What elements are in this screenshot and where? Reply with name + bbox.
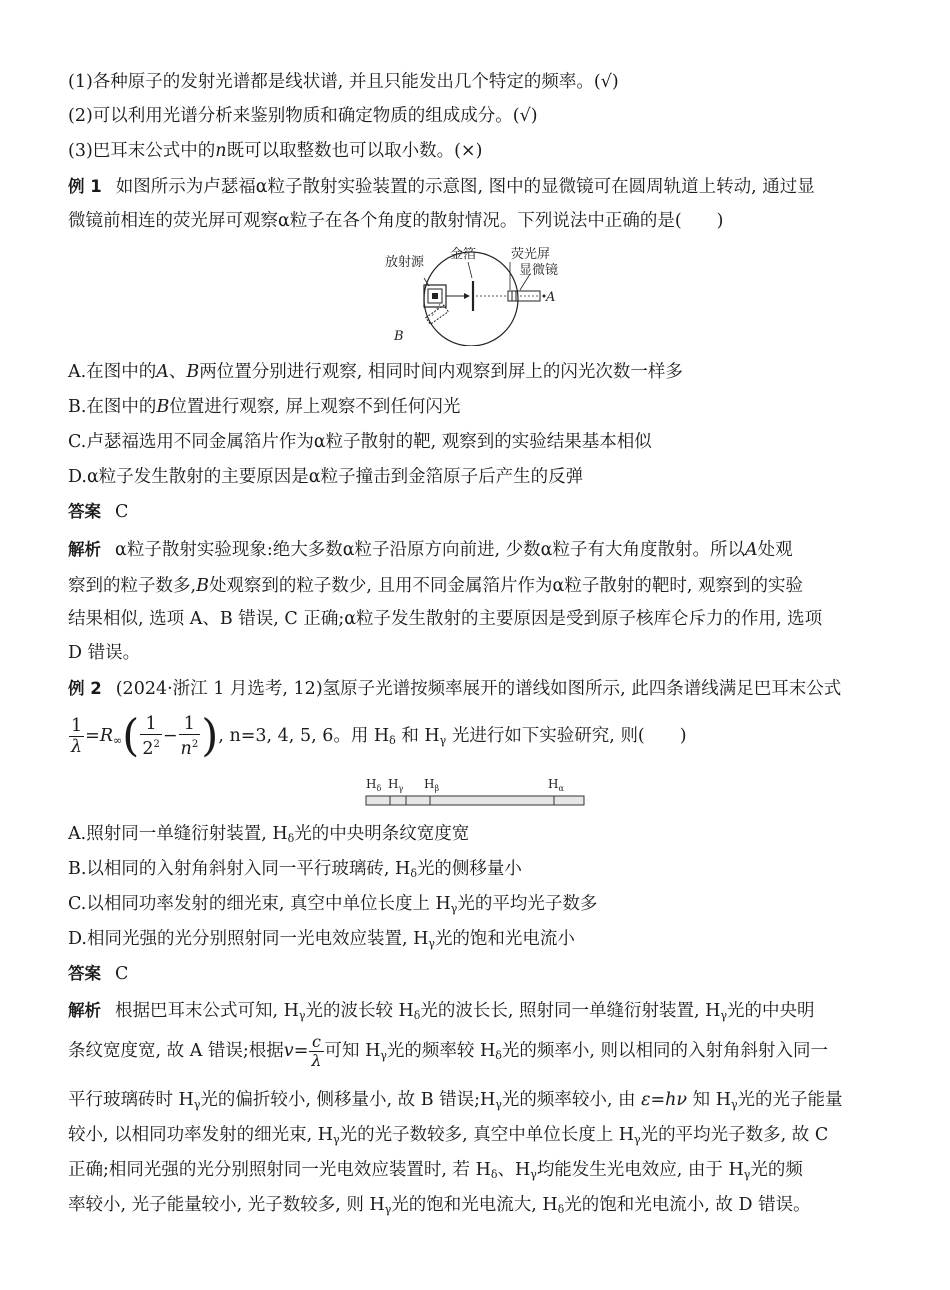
text-segment: 光的饱和光电流小	[434, 929, 575, 949]
text-segment: B	[196, 576, 209, 596]
text-segment: γ	[634, 1133, 641, 1146]
text-segment: 处观	[757, 540, 793, 560]
example2-option-a	[68, 822, 883, 851]
text-segment: γ	[495, 1098, 502, 1111]
text-segment: =	[85, 726, 100, 746]
item-3-text-a: (3)巴耳末公式中的	[68, 141, 216, 161]
text-segment: 察到的粒子数多,	[68, 576, 197, 596]
text-segment: 1	[71, 716, 83, 736]
text-segment: 位置进行观察, 屏上观察不到任何闪光	[169, 397, 461, 417]
text-segment: B	[156, 397, 170, 417]
example1-analysis-1	[68, 538, 883, 562]
text-segment: α粒子散射实验现象:绝大多数α粒子沿原方向前进, 少数α粒子有大角度散射。所以	[115, 540, 745, 560]
rutherford-apparatus-figure	[380, 246, 580, 346]
example1-option-d: D.α粒子发生散射的主要原因是α粒子撞击到金箔原子后产生的反弹	[68, 467, 584, 487]
text-segment: 正确;相同光强的光分别照射同一光电效应装置时, 若 H	[68, 1160, 491, 1180]
text-segment: 光的侧移量小	[416, 859, 522, 879]
text-segment: D.相同光强的光分别照射同一光电效应装置, H	[68, 929, 429, 949]
text-segment: 光的中央明	[727, 1001, 815, 1021]
text-segment: 光的波长长, 照射同一单缝衍射装置, H	[420, 1001, 721, 1021]
text-segment: B.以相同的入射角斜射入同一平行玻璃砖, H	[68, 859, 411, 879]
example2-stem-1	[68, 677, 883, 701]
example1-answer	[68, 500, 883, 524]
item-3-n: n	[215, 141, 227, 161]
text-segment: γ	[730, 1098, 738, 1111]
example2-option-c	[68, 892, 883, 921]
text-segment: , n=3, 4, 5, 6。用 H	[218, 726, 390, 746]
label-h-delta	[366, 777, 381, 793]
text-segment: γ	[450, 902, 458, 915]
text-segment: δ	[376, 784, 382, 793]
answer-value: C	[115, 502, 129, 522]
text-segment: 处观察到的粒子数少, 且用不同金属箔片作为α粒子散射的靶时, 观察到的实验	[208, 576, 804, 596]
text-segment: =	[293, 1041, 309, 1061]
text-segment: 2	[142, 738, 154, 759]
text-segment: 1	[140, 714, 162, 735]
example1-option-c: C.卢瑟福选用不同金属箔片作为α粒子散射的靶, 观察到的实验结果基本相似	[68, 432, 652, 452]
label-microscope: 显微镜	[519, 263, 559, 278]
text-segment: γ	[298, 1009, 306, 1022]
answer-label: 答案	[68, 502, 101, 521]
text-segment: 两位置分别进行观察, 相同时间内观察到屏上的闪光次数一样多	[199, 362, 683, 382]
text-segment: γ	[384, 1203, 392, 1216]
example1-stem-text-1: 如图所示为卢瑟福α粒子散射实验装置的示意图, 图中的显微镜可在圆周轨道上转动, 通过显	[115, 177, 815, 197]
text-segment: δ	[490, 1168, 498, 1181]
text-segment: α	[558, 784, 564, 793]
example2-analysis-1	[68, 999, 883, 1028]
example1-label: 例 1	[68, 177, 102, 196]
example2-analysis-3	[68, 1088, 883, 1117]
text-segment: ε=hν	[641, 1090, 688, 1110]
balmer-formula: $\frac{1}{\lambda}$ $=R_\infty$( $\frac{1}{2^2}$ − $\frac{1}{n^2}$ ), n=3, 4, 5, 6。用 $H_\delta$ 和 $H_\gamma$ 光进行如下实验研究, 则( )	[71, 710, 687, 762]
text-segment: H	[366, 777, 377, 791]
text-segment: γ	[398, 784, 404, 793]
text-segment: 光的饱和光电流小, 故 D 错误。	[564, 1195, 811, 1215]
example2-analysis-5	[68, 1158, 883, 1187]
text-segment: γ	[193, 1098, 201, 1111]
item-1: (1)各种原子的发射光谱都是线状谱, 并且只能发出几个特定的频率。(√)	[68, 72, 619, 92]
label-foil: 金箔	[450, 247, 477, 262]
text-segment: β	[434, 784, 440, 793]
text-segment: ∞	[113, 734, 123, 747]
text-segment: 光的偏折较小, 侧移量小, 故 B 错误;H	[200, 1090, 496, 1110]
text-segment: 光的光子能量	[737, 1090, 843, 1110]
analysis-label: 解析	[68, 1001, 101, 1020]
text-segment: γ	[439, 734, 447, 747]
text-segment: (2024·浙江 1 月选考, 12)氢原子光谱按频率展开的谱线如图所示, 此四条谱线满足巴耳末公式	[115, 679, 842, 699]
text-segment: 、	[168, 362, 187, 382]
example2-analysis-2	[68, 1029, 883, 1073]
text-segment: H	[548, 777, 559, 791]
label-h-alpha	[548, 777, 564, 793]
text-segment: A	[744, 540, 758, 560]
text-segment: 较小, 以相同功率发射的细光束, H	[68, 1125, 334, 1145]
text-segment: c	[309, 1033, 323, 1052]
text-segment: δ	[287, 832, 295, 845]
text-segment: H	[424, 777, 435, 791]
text-segment: n	[180, 738, 192, 759]
text-segment: γ	[428, 937, 435, 950]
label-screen: 荧光屏	[511, 247, 551, 262]
answer-value: C	[115, 964, 129, 984]
spectrum-bar	[366, 796, 584, 805]
label-b: B	[394, 329, 404, 344]
text-segment: 光的频率小, 则以相同的入射角斜射入同一	[501, 1041, 828, 1061]
text-segment: B.在图中的	[68, 397, 157, 417]
example2-option-b	[68, 857, 883, 886]
text-segment: 率较小, 光子能量较小, 光子数较多, 则 H	[68, 1195, 385, 1215]
text-segment: 光的平均光子数多	[457, 894, 598, 914]
item-3	[68, 139, 883, 163]
text-segment: 光进行如下实验研究, 则( )	[446, 726, 687, 746]
text-segment: 和 H	[395, 726, 440, 746]
text-segment: δ	[557, 1203, 565, 1216]
text-segment: 2	[191, 739, 199, 751]
text-segment: 光的光子数较多, 真空中单位长度上 H	[339, 1125, 635, 1145]
text-segment: 2	[153, 739, 160, 751]
circular-track	[424, 252, 518, 346]
text-segment: 光的饱和光电流大, H	[391, 1195, 558, 1215]
text-segment: 根据巴耳末公式可知, H	[115, 1001, 299, 1021]
analysis-label: 解析	[68, 540, 101, 559]
example1-stem-1	[68, 175, 883, 199]
text-segment: δ	[495, 1049, 502, 1062]
text-segment: 条纹宽度宽, 故 A 错误;根据	[68, 1041, 284, 1061]
hydrogen-spectrum-figure	[362, 772, 588, 808]
text-segment: δ	[410, 867, 417, 880]
example2-analysis-6	[68, 1193, 883, 1222]
text-segment: λ	[71, 737, 83, 757]
text-segment: A	[156, 362, 169, 382]
example1-analysis-2	[68, 574, 883, 598]
text-segment: A.照射同一单缝衍射装置, H	[68, 824, 288, 844]
text-segment: 光的频率较 H	[386, 1041, 496, 1061]
example2-analysis-4	[68, 1123, 883, 1152]
example1-analysis-3: 结果相似, 选项 A、B 错误, C 正确;α粒子发生散射的主要原因是受到原子核库仑斥力的作用, 选项	[68, 609, 823, 629]
text-segment: 光的频	[750, 1160, 803, 1180]
text-segment: γ	[380, 1049, 387, 1062]
text-segment: 光的平均光子数多, 故 C	[640, 1125, 829, 1145]
text-segment: λ	[311, 1051, 322, 1070]
text-segment: B	[186, 362, 200, 382]
text-segment: 可知 H	[324, 1041, 381, 1061]
text-segment: 光的频率较小, 由	[501, 1090, 636, 1110]
text-segment: C.以相同功率发射的细光束, 真空中单位长度上 H	[68, 894, 451, 914]
text-segment: γ	[530, 1168, 537, 1181]
text-segment: 均能发生光电效应, 由于 H	[536, 1160, 744, 1180]
label-h-gamma	[388, 777, 403, 793]
example2-option-d	[68, 927, 883, 956]
text-segment: 平行玻璃砖时 H	[68, 1090, 194, 1110]
text-segment: 、H	[497, 1160, 531, 1180]
text-segment: v	[283, 1041, 294, 1061]
text-segment: 光的波长较 H	[305, 1001, 414, 1021]
example1-stem-2: 微镜前相连的荧光屏可观察α粒子在各个角度的散射情况。下列说法中正确的是( )	[68, 211, 724, 231]
item-2: (2)可以利用光谱分析来鉴别物质和确定物质的组成成分。(√)	[68, 106, 538, 126]
text-segment: R	[99, 726, 113, 746]
label-a: A	[546, 290, 556, 305]
text-segment: 1	[179, 714, 201, 735]
example1-analysis-4: D 错误。	[68, 643, 141, 663]
example2-label: 例 2	[68, 679, 102, 698]
text-segment: γ	[333, 1133, 340, 1146]
label-source: 放射源	[385, 255, 425, 270]
text-segment: H	[388, 777, 399, 791]
text-segment: δ	[389, 734, 396, 747]
text-segment: γ	[720, 1009, 728, 1022]
label-h-beta	[424, 777, 439, 793]
text-segment: 光的中央明条纹宽度宽	[294, 824, 470, 844]
text-segment: 知 H	[692, 1090, 731, 1110]
answer-label: 答案	[68, 964, 101, 983]
text-segment: δ	[413, 1009, 421, 1022]
item-3-text-b: 既可以取整数也可以取小数。(×)	[226, 141, 483, 161]
example1-option-b	[68, 395, 883, 419]
example2-answer	[68, 962, 883, 986]
text-segment: γ	[743, 1168, 751, 1181]
example1-option-a	[68, 360, 883, 384]
text-segment: A.在图中的	[68, 362, 157, 382]
